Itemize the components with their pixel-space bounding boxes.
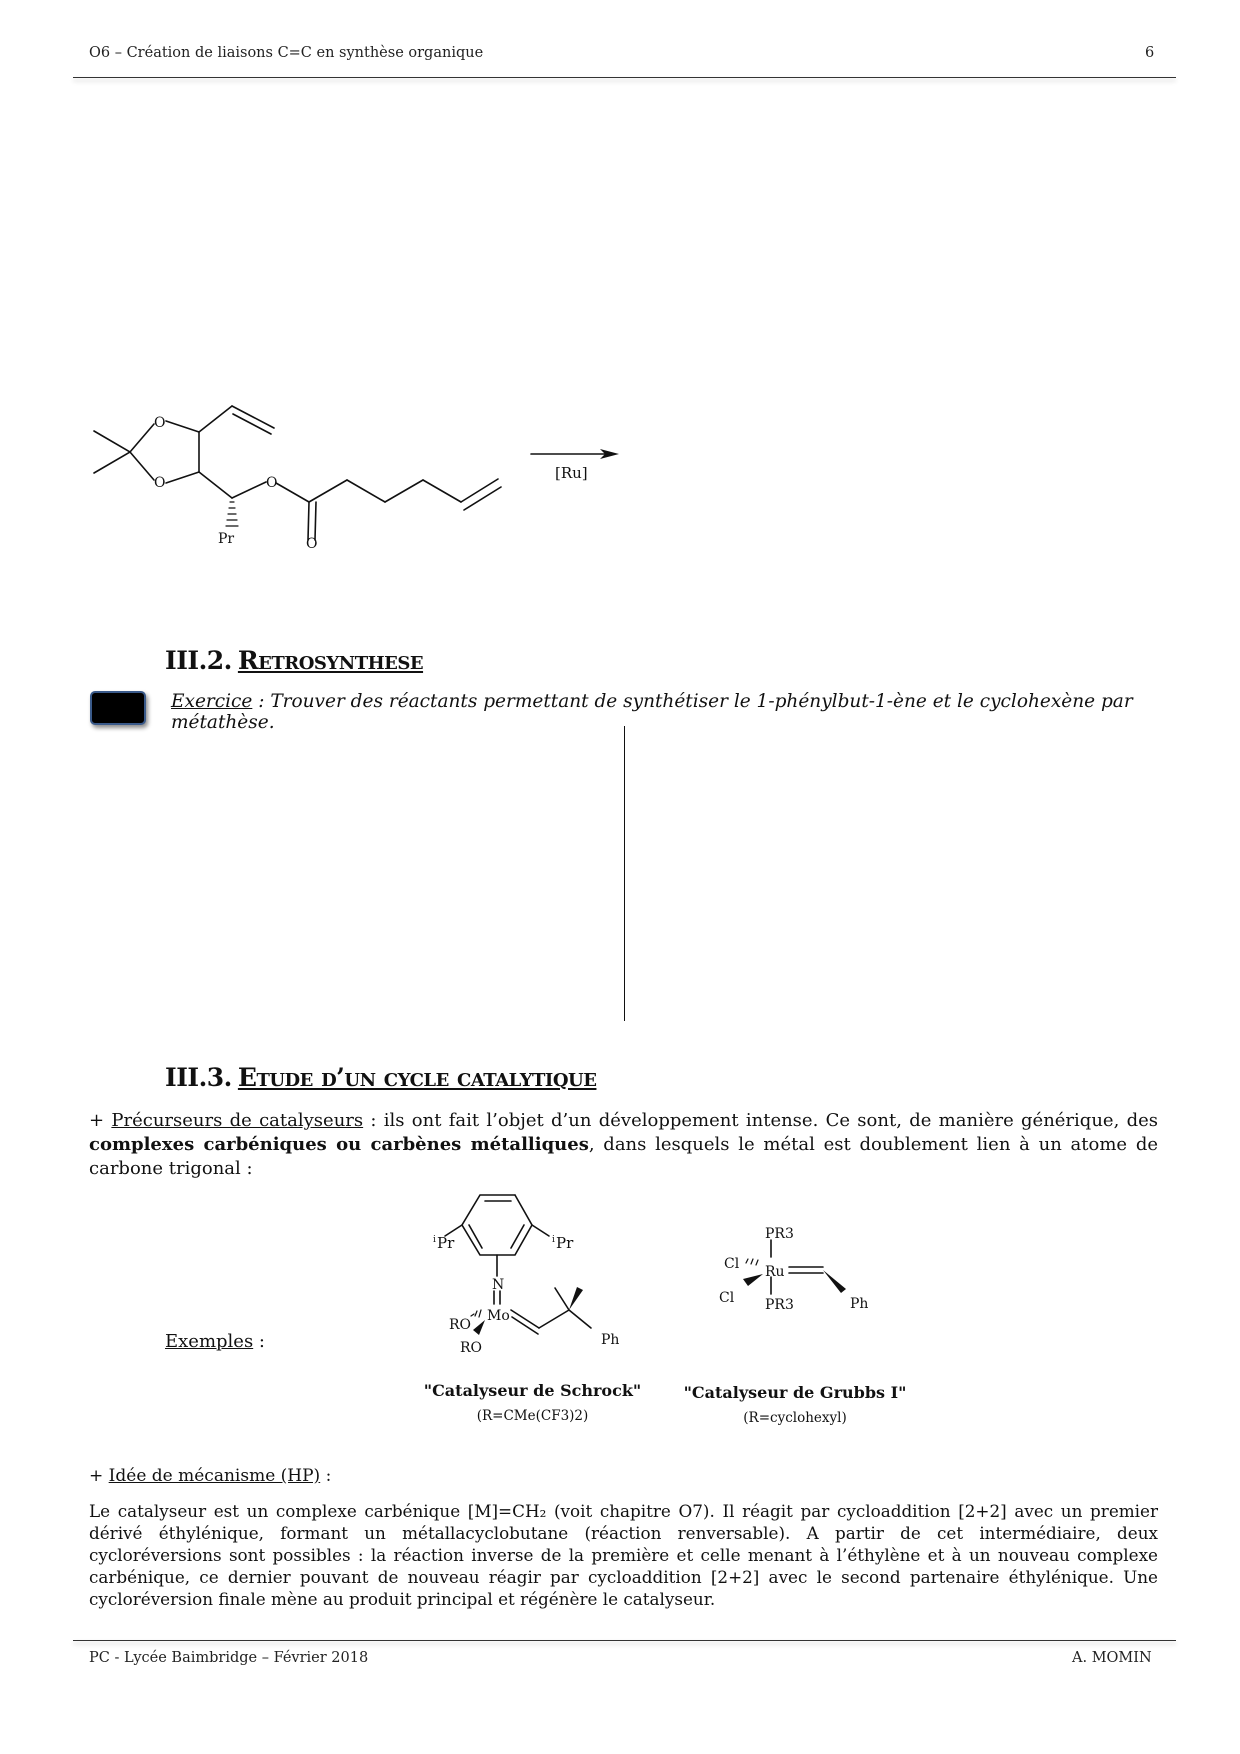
schrock-catalyst-structure xyxy=(425,1180,645,1355)
section-iii3-number: III.3. xyxy=(165,1063,232,1092)
mechanism-label: Idée de mécanisme (HP) xyxy=(108,1466,321,1486)
section-iii2-number: III.2. xyxy=(165,646,232,675)
schrock-iPr-sup-right: i xyxy=(552,1235,555,1245)
schrock-N: N xyxy=(492,1277,505,1293)
precursors-text-1: : ils ont fait l’objet d’un développement intense. Ce sont, de manière générique, des xyxy=(363,1110,1158,1131)
atom-Pr: Pr xyxy=(218,531,235,547)
precursors-paragraph xyxy=(89,1109,1158,1181)
grubbs-PR3-bottom: PR3 xyxy=(765,1297,794,1313)
grubbs-Cl-1: Cl xyxy=(724,1256,740,1272)
mechanism-heading xyxy=(89,1466,331,1486)
schrock-iPr-sup-left: i xyxy=(433,1235,436,1245)
schrock-Mo: Mo xyxy=(487,1308,510,1324)
grubbs-Ru: Ru xyxy=(765,1264,785,1280)
exercise-badge xyxy=(90,691,146,725)
precursors-bold: complexes carbéniques ou carbènes métalliques xyxy=(89,1134,589,1155)
grubbs-subcaption: (R=cyclohexyl) xyxy=(743,1410,847,1426)
grubbs-catalyst-structure xyxy=(715,1222,895,1342)
section-iii3-title: Etude d’un cycle catalytique xyxy=(237,1063,597,1092)
schrock-RO-2: RO xyxy=(460,1340,483,1355)
grubbs-Ph: Ph xyxy=(850,1296,869,1312)
grubbs-PR3-top: PR3 xyxy=(765,1226,794,1242)
schrock-Ph: Ph xyxy=(601,1332,620,1348)
mechanism-bullet: + xyxy=(89,1466,109,1486)
examples-label-wrap xyxy=(165,1331,265,1352)
section-iii2-title: Retrosynthese xyxy=(237,646,424,675)
precursors-label: Précurseurs de catalyseurs xyxy=(111,1110,364,1131)
schrock-Pr-left: Pr xyxy=(437,1234,455,1252)
schrock-Pr-right: Pr xyxy=(556,1234,574,1252)
exercise-label: Exercice xyxy=(171,691,253,712)
examples-label: Exemples xyxy=(165,1331,254,1352)
exercise-statement xyxy=(171,691,1240,733)
mechanism-suffix: : xyxy=(320,1466,332,1486)
precursors-text-2: , dans lesquels le métal est doublement lien à un atome de carbone trigonal : xyxy=(89,1134,1158,1179)
reagent-label: [Ru] xyxy=(555,464,588,482)
atom-O-1: O xyxy=(154,415,166,431)
schrock-caption: "Catalyseur de Schrock" xyxy=(423,1381,642,1400)
footer-right: A. MOMIN xyxy=(1072,1650,1152,1666)
schrock-RO-1: RO xyxy=(449,1317,472,1333)
grubbs-Cl-2: Cl xyxy=(719,1290,735,1306)
footer-rule xyxy=(73,1640,1176,1641)
ring-closing-metathesis-scheme xyxy=(80,390,640,560)
exercise-text: : Trouver des réactants permettant de synthétiser le 1-phénylbut-1-ène et le cyclohexène par métathèse. xyxy=(171,691,1133,733)
section-iii2-heading xyxy=(165,646,423,675)
mechanism-paragraph: Le catalyseur est un complexe carbénique [M]=CH₂ (voit chapitre O7). Il réagit par cycloaddition [2+2] avec un premier dérivé éthylénique, formant un métallacyclobutane (réaction renversable). A partir de cet intermédiaire, deux cycloréversions sont possibles : la réaction inverse de la première et celle menant à l’éthylène et à un nouveau complexe carbénique, ce dernier pouvant de nouveau réagir par cycloaddition [2+2] avec le second partenaire éthylénique. Une cycloréversion finale mène au produit principal et régénère le catalyseur. xyxy=(89,1501,1158,1609)
footer-left: PC - Lycée Baimbridge – Février 2018 xyxy=(89,1650,369,1666)
header-title: O6 – Création de liaisons C=C en synthèse organique xyxy=(89,45,484,61)
atom-O-2: O xyxy=(154,475,166,491)
examples-suffix: : xyxy=(253,1331,265,1352)
atom-O-3: O xyxy=(266,475,278,491)
page-number: 6 xyxy=(1145,45,1155,61)
precursors-bullet: + xyxy=(89,1110,112,1131)
atom-O-carbonyl: O xyxy=(306,536,318,552)
header-rule xyxy=(73,77,1176,78)
schrock-subcaption: (R=CMe(CF3)2) xyxy=(476,1408,589,1424)
section-iii3-heading xyxy=(165,1063,596,1092)
answer-divider xyxy=(624,726,625,1021)
grubbs-caption: "Catalyseur de Grubbs I" xyxy=(683,1383,907,1402)
